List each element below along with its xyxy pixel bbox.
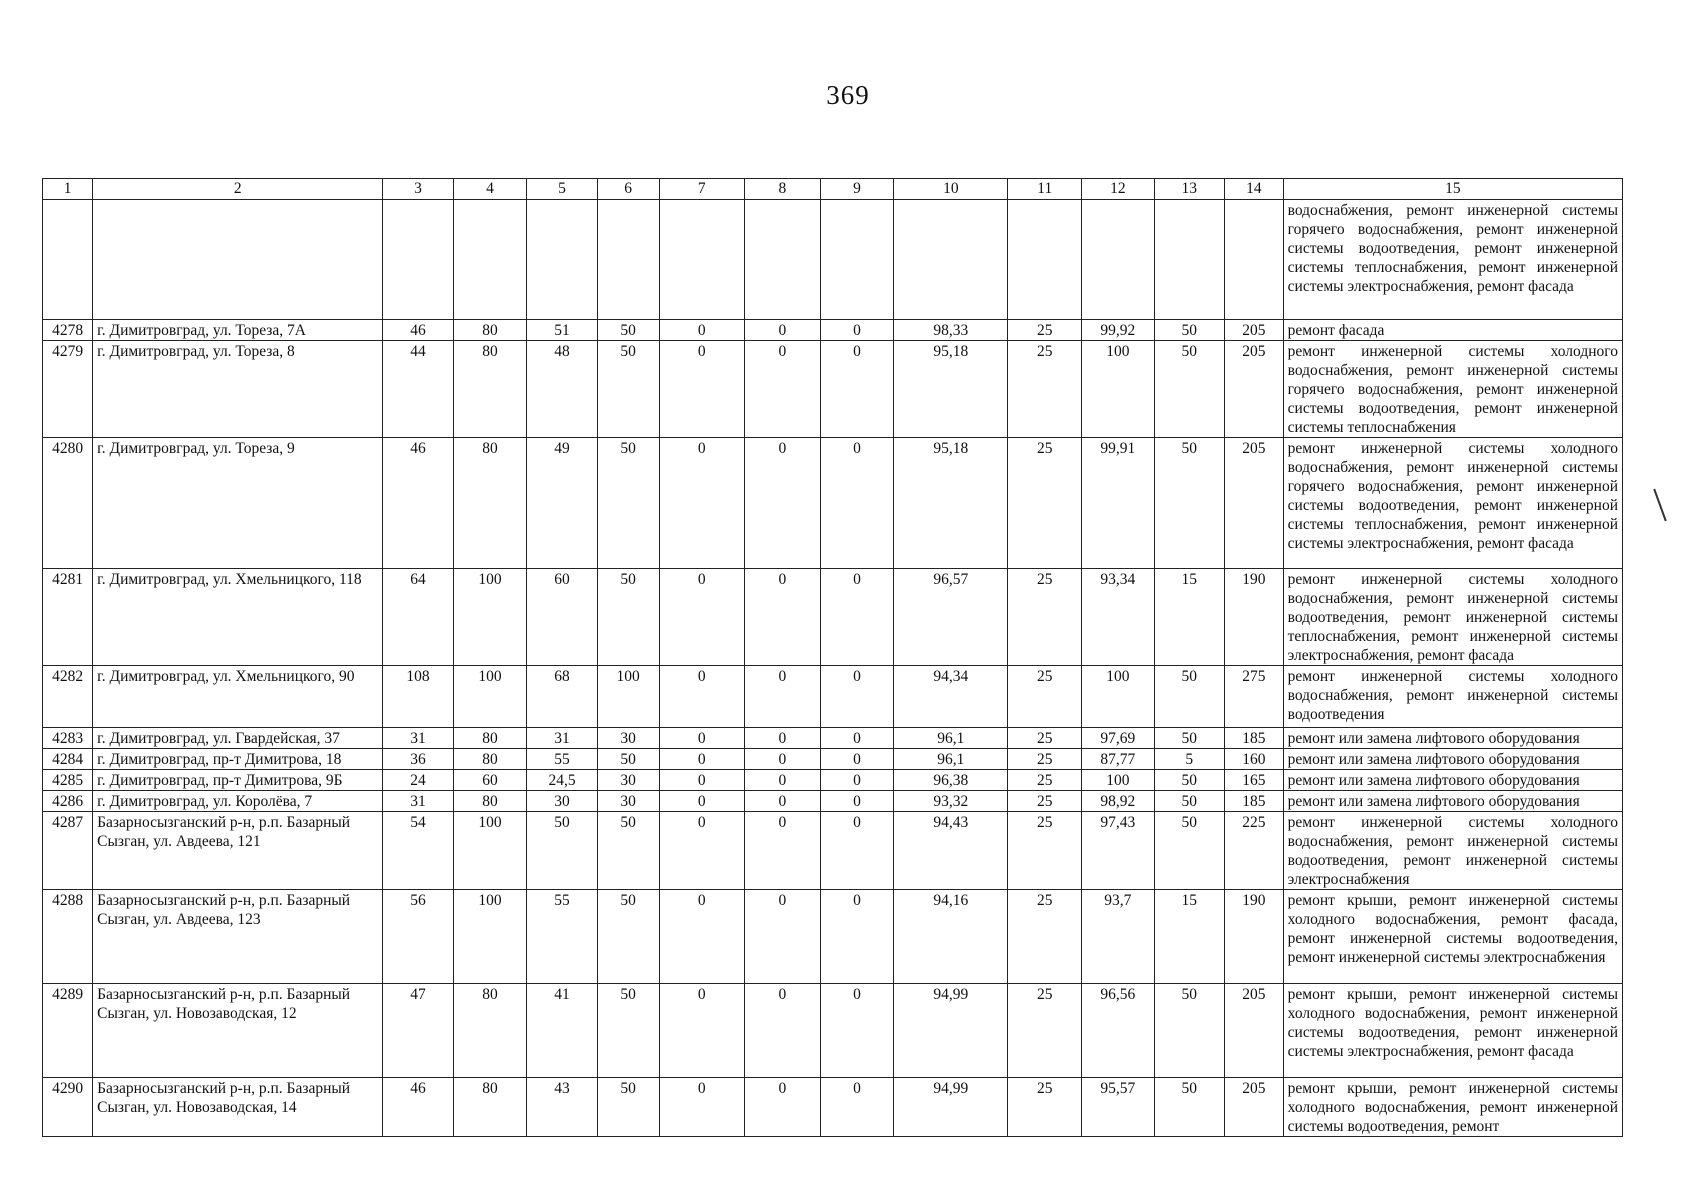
value-cell-7: 0 <box>659 1078 744 1137</box>
table-row <box>43 770 1623 791</box>
value-cell-9: 0 <box>820 1078 894 1137</box>
row-number-cell: 4285 <box>43 770 93 791</box>
value-cell-8: 0 <box>744 320 820 341</box>
value-cell-6: 50 <box>597 812 659 890</box>
value-cell-6: 100 <box>597 666 659 728</box>
value-cell-14: 190 <box>1224 890 1283 984</box>
value-cell-12: 97,43 <box>1082 812 1155 890</box>
value-cell-10: 98,33 <box>894 320 1008 341</box>
value-cell-8: 0 <box>744 791 820 812</box>
value-cell-4: 80 <box>453 1078 527 1137</box>
address-cell: г. Димитровград, ул. Хмельницкого, 118 <box>93 569 383 666</box>
column-header: 12 <box>1082 179 1155 200</box>
value-cell-7: 0 <box>659 984 744 1078</box>
value-cell-3: 56 <box>383 890 453 984</box>
value-cell-11: 25 <box>1008 770 1082 791</box>
value-cell-8: 0 <box>744 812 820 890</box>
value-cell-5: 31 <box>527 728 597 749</box>
row-number-cell: 4283 <box>43 728 93 749</box>
value-cell-13: 15 <box>1154 890 1224 984</box>
value-cell-12: 93,34 <box>1082 569 1155 666</box>
value-cell-9: 0 <box>820 341 894 438</box>
value-cell-13: 50 <box>1154 812 1224 890</box>
value-cell-8: 0 <box>744 438 820 569</box>
value-cell-6: 50 <box>597 569 659 666</box>
row-number-cell: 4287 <box>43 812 93 890</box>
value-cell-13: 50 <box>1154 1078 1224 1137</box>
table-row <box>43 984 1623 1078</box>
work-description: ремонт или замена лифтового оборудования <box>1283 728 1622 749</box>
value-cell-13: 50 <box>1154 438 1224 569</box>
value-cell-11: 25 <box>1008 791 1082 812</box>
value-cell-4: 80 <box>453 749 527 770</box>
value-cell-7: 0 <box>659 320 744 341</box>
value-cell-7: 0 <box>659 569 744 666</box>
value-cell-12: 100 <box>1082 770 1155 791</box>
value-cell-14: 225 <box>1224 812 1283 890</box>
value-cell-14: 190 <box>1224 569 1283 666</box>
value-cell-7: 0 <box>659 791 744 812</box>
table-row <box>43 438 1623 569</box>
table-row <box>43 890 1623 984</box>
value-cell-11: 25 <box>1008 728 1082 749</box>
value-cell-6: 50 <box>597 341 659 438</box>
address-cell: Базарносызганский р-н, р.п. Базарный Сызган, ул. Авдеева, 121 <box>93 812 383 890</box>
value-cell-11: 25 <box>1008 438 1082 569</box>
value-cell-7: 0 <box>659 749 744 770</box>
value-cell-12: 96,56 <box>1082 984 1155 1078</box>
work-description: ремонт инженерной системы холодного водоснабжения, ремонт инженерной системы водоотведения <box>1283 666 1622 728</box>
address-cell: Базарносызганский р-н, р.п. Базарный Сызган, ул. Авдеева, 123 <box>93 890 383 984</box>
work-description: ремонт или замена лифтового оборудования <box>1283 770 1622 791</box>
work-description: ремонт фасада <box>1283 320 1622 341</box>
value-cell-12: 95,57 <box>1082 1078 1155 1137</box>
row-number-cell: 4280 <box>43 438 93 569</box>
table-body <box>43 200 1623 1137</box>
value-cell-10: 96,38 <box>894 770 1008 791</box>
value-cell-11: 25 <box>1008 984 1082 1078</box>
value-cell-10: 95,18 <box>894 341 1008 438</box>
value-cell-10: 94,99 <box>894 1078 1008 1137</box>
value-cell-4: 100 <box>453 812 527 890</box>
column-header: 6 <box>597 179 659 200</box>
value-cell-5: 41 <box>527 984 597 1078</box>
value-cell-11: 25 <box>1008 569 1082 666</box>
value-cell-12: 99,92 <box>1082 320 1155 341</box>
value-cell-11: 25 <box>1008 749 1082 770</box>
table-row <box>43 666 1623 728</box>
value-cell-14: 185 <box>1224 791 1283 812</box>
address-cell: г. Димитровград, ул. Хмельницкого, 90 <box>93 666 383 728</box>
value-cell-12: 100 <box>1082 341 1155 438</box>
value-cell-4: 80 <box>453 791 527 812</box>
value-cell-3: 46 <box>383 1078 453 1137</box>
value-cell-8: 0 <box>744 1078 820 1137</box>
work-description: ремонт инженерной системы холодного водоснабжения, ремонт инженерной системы горячего водоснабжения, ремонт инженерной системы водоотведения, ремонт инженерной системы теплоснабжения, ремонт инженерной системы электроснабжения, ремонт фасада <box>1283 438 1622 569</box>
value-cell-12: 97,69 <box>1082 728 1155 749</box>
value-cell-14: 205 <box>1224 341 1283 438</box>
value-cell-5: 49 <box>527 438 597 569</box>
value-cell-3: 46 <box>383 320 453 341</box>
value-cell-13: 50 <box>1154 984 1224 1078</box>
value-cell-9: 0 <box>820 890 894 984</box>
value-cell-7: 0 <box>659 438 744 569</box>
value-cell-11: 25 <box>1008 1078 1082 1137</box>
address-cell: Базарносызганский р-н, р.п. Базарный Сызган, ул. Новозаводская, 12 <box>93 984 383 1078</box>
value-cell-6: 50 <box>597 749 659 770</box>
work-description: ремонт или замена лифтового оборудования <box>1283 791 1622 812</box>
value-cell-10: 94,16 <box>894 890 1008 984</box>
column-header: 1 <box>43 179 93 200</box>
value-cell-3: 108 <box>383 666 453 728</box>
register-table <box>42 178 1623 1137</box>
column-header: 3 <box>383 179 453 200</box>
value-cell-12: 98,92 <box>1082 791 1155 812</box>
value-cell-9: 0 <box>820 791 894 812</box>
column-header: 10 <box>894 179 1008 200</box>
table-row <box>43 569 1623 666</box>
value-cell-13: 50 <box>1154 791 1224 812</box>
value-cell-13: 50 <box>1154 770 1224 791</box>
value-cell-4: 60 <box>453 770 527 791</box>
value-cell-13: 50 <box>1154 341 1224 438</box>
value-cell-12: 99,91 <box>1082 438 1155 569</box>
value-cell-5: 48 <box>527 341 597 438</box>
value-cell-12: 87,77 <box>1082 749 1155 770</box>
table-row <box>43 1078 1623 1137</box>
value-cell-6: 50 <box>597 984 659 1078</box>
value-cell-3: 47 <box>383 984 453 1078</box>
value-cell-12: 93,7 <box>1082 890 1155 984</box>
scan-mark <box>1653 489 1667 522</box>
value-cell-3: 24 <box>383 770 453 791</box>
column-header: 8 <box>744 179 820 200</box>
address-cell: г. Димитровград, пр-т Димитрова, 9Б <box>93 770 383 791</box>
value-cell-10: 94,43 <box>894 812 1008 890</box>
value-cell-9: 0 <box>820 666 894 728</box>
value-cell-13: 50 <box>1154 666 1224 728</box>
column-header: 15 <box>1283 179 1622 200</box>
work-description: ремонт инженерной системы холодного водоснабжения, ремонт инженерной системы водоотведения, ремонт инженерной системы теплоснабжения, ремонт инженерной системы электроснабжения, ремонт фасада <box>1283 569 1622 666</box>
work-description: водоснабжения, ремонт инженерной системы горячего водоснабжения, ремонт инженерной системы водоотведения, ремонт инженерной системы теплоснабжения, ремонт инженерной системы электроснабжения, ремонт фасада <box>1283 200 1622 320</box>
value-cell-5: 60 <box>527 569 597 666</box>
value-cell-11: 25 <box>1008 320 1082 341</box>
value-cell-6: 30 <box>597 728 659 749</box>
value-cell-9: 0 <box>820 320 894 341</box>
value-cell-4: 80 <box>453 438 527 569</box>
value-cell-5: 68 <box>527 666 597 728</box>
value-cell-3: 36 <box>383 749 453 770</box>
value-cell-14: 205 <box>1224 1078 1283 1137</box>
value-cell-5: 55 <box>527 890 597 984</box>
value-cell-8: 0 <box>744 770 820 791</box>
value-cell-6: 50 <box>597 438 659 569</box>
value-cell-4: 100 <box>453 666 527 728</box>
value-cell-11: 25 <box>1008 812 1082 890</box>
value-cell-6: 50 <box>597 1078 659 1137</box>
value-cell-3: 64 <box>383 569 453 666</box>
value-cell-8: 0 <box>744 341 820 438</box>
value-cell-14: 185 <box>1224 728 1283 749</box>
column-number-row <box>43 179 1623 200</box>
value-cell-14: 275 <box>1224 666 1283 728</box>
address-cell: г. Димитровград, ул. Королёва, 7 <box>93 791 383 812</box>
value-cell-14: 205 <box>1224 438 1283 569</box>
address-cell: г. Димитровград, ул. Тореза, 7А <box>93 320 383 341</box>
value-cell-9: 0 <box>820 728 894 749</box>
work-description: ремонт крыши, ремонт инженерной системы холодного водоснабжения, ремонт инженерной системы водоотведения, ремонт <box>1283 1078 1622 1137</box>
value-cell-7: 0 <box>659 341 744 438</box>
value-cell-5: 30 <box>527 791 597 812</box>
value-cell-6: 50 <box>597 320 659 341</box>
value-cell-13: 50 <box>1154 728 1224 749</box>
value-cell-8: 0 <box>744 890 820 984</box>
value-cell-11: 25 <box>1008 341 1082 438</box>
row-number-cell: 4289 <box>43 984 93 1078</box>
value-cell-6: 30 <box>597 770 659 791</box>
value-cell-4: 80 <box>453 728 527 749</box>
value-cell-7: 0 <box>659 812 744 890</box>
value-cell-14: 205 <box>1224 320 1283 341</box>
value-cell-5: 50 <box>527 812 597 890</box>
value-cell-8: 0 <box>744 984 820 1078</box>
value-cell-10: 96,1 <box>894 749 1008 770</box>
value-cell-6: 30 <box>597 791 659 812</box>
work-description: ремонт инженерной системы холодного водоснабжения, ремонт инженерной системы водоотведения, ремонт инженерной системы электроснабжения <box>1283 812 1622 890</box>
value-cell-3: 54 <box>383 812 453 890</box>
value-cell-4: 80 <box>453 320 527 341</box>
address-cell: г. Димитровград, пр-т Димитрова, 18 <box>93 749 383 770</box>
column-header: 5 <box>527 179 597 200</box>
column-header: 7 <box>659 179 744 200</box>
table-row <box>43 812 1623 890</box>
value-cell-14: 160 <box>1224 749 1283 770</box>
value-cell-8: 0 <box>744 666 820 728</box>
row-number-cell: 4281 <box>43 569 93 666</box>
value-cell-10: 96,1 <box>894 728 1008 749</box>
column-header: 14 <box>1224 179 1283 200</box>
value-cell-6: 50 <box>597 890 659 984</box>
value-cell-3: 46 <box>383 438 453 569</box>
value-cell-3: 31 <box>383 728 453 749</box>
value-cell-13: 15 <box>1154 569 1224 666</box>
table-row <box>43 320 1623 341</box>
value-cell-9: 0 <box>820 812 894 890</box>
value-cell-4: 80 <box>453 341 527 438</box>
work-description: ремонт или замена лифтового оборудования <box>1283 749 1622 770</box>
value-cell-4: 100 <box>453 569 527 666</box>
row-number-cell: 4286 <box>43 791 93 812</box>
value-cell-10: 95,18 <box>894 438 1008 569</box>
value-cell-5: 55 <box>527 749 597 770</box>
value-cell-5: 43 <box>527 1078 597 1137</box>
table-row <box>43 791 1623 812</box>
column-header: 2 <box>93 179 383 200</box>
value-cell-10: 93,32 <box>894 791 1008 812</box>
row-number-cell: 4282 <box>43 666 93 728</box>
value-cell-3: 31 <box>383 791 453 812</box>
row-number-cell: 4288 <box>43 890 93 984</box>
page-number: 369 <box>826 80 870 110</box>
value-cell-7: 0 <box>659 666 744 728</box>
value-cell-11: 25 <box>1008 890 1082 984</box>
value-cell-13: 5 <box>1154 749 1224 770</box>
row-number-cell: 4278 <box>43 320 93 341</box>
value-cell-7: 0 <box>659 770 744 791</box>
row-number-cell: 4279 <box>43 341 93 438</box>
value-cell-14: 165 <box>1224 770 1283 791</box>
row-number-cell: 4290 <box>43 1078 93 1137</box>
value-cell-8: 0 <box>744 728 820 749</box>
value-cell-10: 96,57 <box>894 569 1008 666</box>
work-description: ремонт инженерной системы холодного водоснабжения, ремонт инженерной системы горячего водоснабжения, ремонт инженерной системы водоотведения, ремонт инженерной системы теплоснабжения <box>1283 341 1622 438</box>
value-cell-12: 100 <box>1082 666 1155 728</box>
value-cell-10: 94,99 <box>894 984 1008 1078</box>
column-header: 4 <box>453 179 527 200</box>
address-cell: г. Димитровград, ул. Гвардейская, 37 <box>93 728 383 749</box>
table-row <box>43 728 1623 749</box>
value-cell-7: 0 <box>659 890 744 984</box>
row-number-cell: 4284 <box>43 749 93 770</box>
table-row <box>43 341 1623 438</box>
value-cell-9: 0 <box>820 984 894 1078</box>
value-cell-5: 51 <box>527 320 597 341</box>
value-cell-11: 25 <box>1008 666 1082 728</box>
value-cell-13: 50 <box>1154 320 1224 341</box>
address-cell: Базарносызганский р-н, р.п. Базарный Сызган, ул. Новозаводская, 14 <box>93 1078 383 1137</box>
value-cell-7: 0 <box>659 728 744 749</box>
value-cell-4: 100 <box>453 890 527 984</box>
value-cell-3: 44 <box>383 341 453 438</box>
work-description: ремонт крыши, ремонт инженерной системы холодного водоснабжения, ремонт фасада, ремонт инженерной системы водоотведения, ремонт инженерной системы электроснабжения <box>1283 890 1622 984</box>
value-cell-8: 0 <box>744 569 820 666</box>
value-cell-8: 0 <box>744 749 820 770</box>
column-header: 9 <box>820 179 894 200</box>
value-cell-10: 94,34 <box>894 666 1008 728</box>
value-cell-9: 0 <box>820 569 894 666</box>
address-cell: г. Димитровград, ул. Тореза, 9 <box>93 438 383 569</box>
value-cell-9: 0 <box>820 749 894 770</box>
continuation-row <box>43 200 1623 320</box>
value-cell-4: 80 <box>453 984 527 1078</box>
column-header: 11 <box>1008 179 1082 200</box>
value-cell-9: 0 <box>820 770 894 791</box>
value-cell-9: 0 <box>820 438 894 569</box>
table-row <box>43 749 1623 770</box>
address-cell: г. Димитровград, ул. Тореза, 8 <box>93 341 383 438</box>
work-description: ремонт крыши, ремонт инженерной системы холодного водоснабжения, ремонт инженерной системы водоотведения, ремонт инженерной системы электроснабжения, ремонт фасада <box>1283 984 1622 1078</box>
column-header: 13 <box>1154 179 1224 200</box>
value-cell-14: 205 <box>1224 984 1283 1078</box>
value-cell-5: 24,5 <box>527 770 597 791</box>
